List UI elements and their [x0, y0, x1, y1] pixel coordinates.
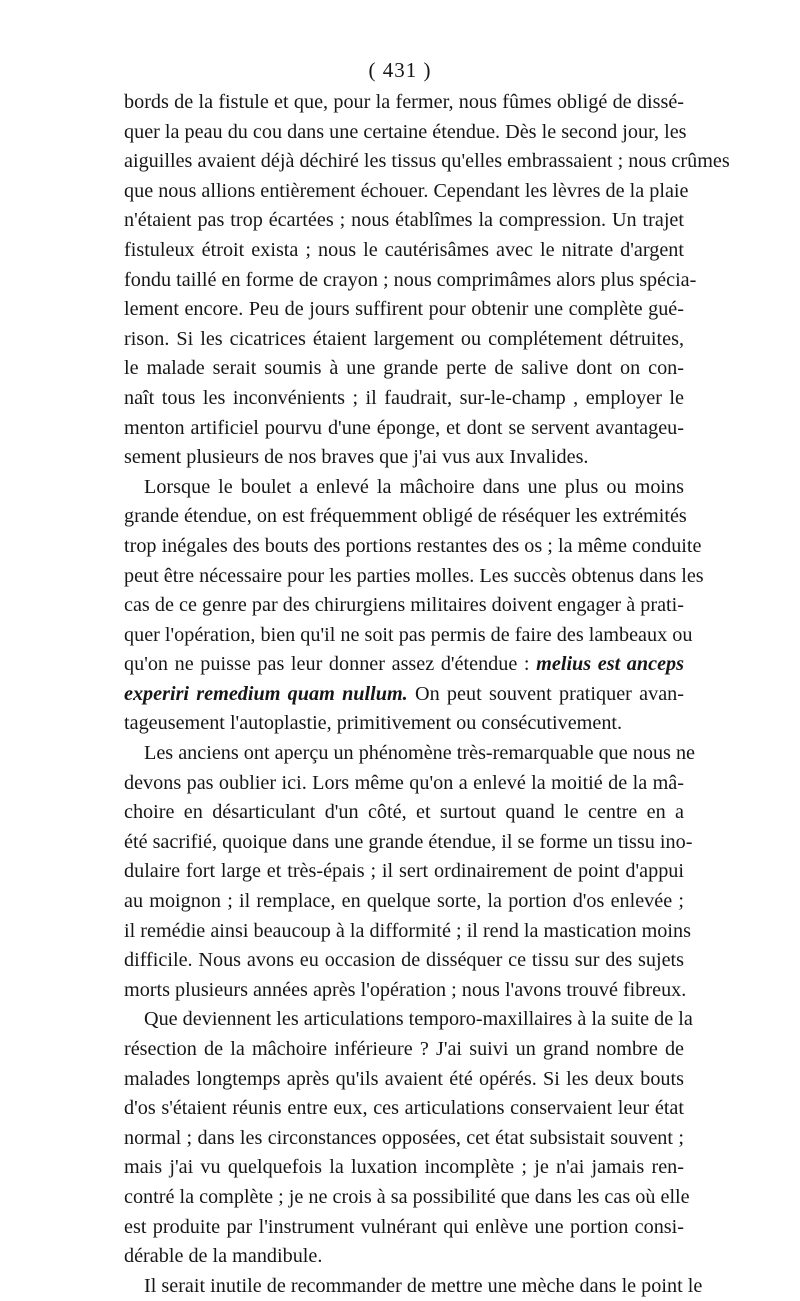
text-line: rison. Si les cicatrices étaient largement ou complétement détruites,	[124, 327, 684, 350]
text-line: quer l'opération, bien qu'il ne soit pas permis de faire des lambeaux ou	[124, 623, 693, 646]
text-line: peut être nécessaire pour les parties molles. Les succès obtenus dans les	[124, 564, 704, 587]
text-line: difficile. Nous avons eu occasion de disséquer ce tissu sur des sujets	[124, 949, 684, 972]
text-line: trop inégales des bouts des portions restantes des os ; la même conduite	[124, 534, 702, 557]
text-line: cas de ce genre par des chirurgiens militaires doivent engager à prati-	[124, 594, 684, 617]
text-line: devons pas oublier ici. Lors même qu'on a enlevé la moitié de la mâ-	[124, 771, 684, 794]
text-line: experiri remedium quam nullum. On peut souvent pratiquer avan-	[124, 682, 684, 705]
text-line: tageusement l'autoplastie, primitivement ou consécutivement.	[124, 712, 623, 735]
text-line: naît tous les inconvénients ; il faudrait, sur-le-champ , employer le	[124, 386, 684, 409]
text-line: que nous allions entièrement échouer. Cependant les lèvres de la plaie	[124, 179, 689, 202]
text-line: sement plusieurs de nos braves que j'ai vus aux Invalides.	[124, 446, 589, 469]
latin-quote: melius est anceps	[536, 653, 684, 676]
text-line: malades longtemps après qu'ils avaient été opérés. Si les deux bouts	[124, 1067, 684, 1090]
paragraph-start: Lorsque le boulet a enlevé la mâchoire dans une plus ou moins	[144, 475, 684, 498]
paragraph-start: Que deviennent les articulations temporo-maxillaires à la suite de la	[144, 1008, 693, 1031]
text-line: lement encore. Peu de jours suffirent pour obtenir une complète gué-	[124, 298, 684, 321]
text-line: mais j'ai vu quelquefois la luxation incomplète ; je n'ai jamais ren-	[124, 1156, 684, 1179]
text-line: choire en désarticulant d'un côté, et surtout quand le centre en a	[124, 801, 684, 824]
page-number: ( 431 )	[368, 58, 432, 82]
body-text	[124, 88, 730, 1301]
text-line: été sacrifié, quoique dans une grande étendue, il se forme un tissu ino-	[124, 830, 693, 853]
text-line: normal ; dans les circonstances opposées, cet état subsistait souvent ;	[124, 1126, 684, 1149]
text-line: aiguilles avaient déjà déchiré les tissus qu'elles embrassaient ; nous crûmes	[124, 150, 730, 173]
text-line: quer la peau du cou dans une certaine étendue. Dès le second jour, les	[124, 120, 687, 143]
text-line: menton artificiel pourvu d'une éponge, et dont se servent avantageu-	[124, 416, 684, 439]
text-line: qu'on ne puisse pas leur donner assez d'étendue : melius est anceps	[124, 653, 684, 676]
text-line: le malade serait soumis à une grande perte de salive dont on con-	[124, 357, 684, 380]
text-line: bords de la fistule et que, pour la fermer, nous fûmes obligé de dissé-	[124, 91, 684, 113]
text-line: au moignon ; il remplace, en quelque sorte, la portion d'os enlevée ;	[124, 890, 684, 913]
text-line: contré la complète ; je ne crois à sa possibilité que dans les cas où elle	[124, 1185, 690, 1208]
text-line: grande étendue, on est fréquemment obligé de réséquer les extrémités	[124, 505, 687, 528]
paragraph-start: Les anciens ont aperçu un phénomène très-remarquable que nous ne	[144, 742, 696, 765]
text-line: dulaire fort large et très-épais ; il sert ordinairement de point d'appui	[124, 860, 684, 883]
text-line: fondu taillé en forme de crayon ; nous comprimâmes alors plus spécia-	[124, 268, 697, 291]
text-line: est produite par l'instrument vulnérant qui enlève une portion consi-	[124, 1215, 684, 1238]
text-line: dérable de la mandibule.	[124, 1245, 323, 1268]
text-line: n'étaient pas trop écartées ; nous établîmes la compression. Un trajet	[124, 209, 684, 232]
text-line: morts plusieurs années après l'opération ; nous l'avons trouvé fibreux.	[124, 978, 687, 1001]
text-line: d'os s'étaient réunis entre eux, ces articulations conservaient leur état	[124, 1097, 684, 1120]
latin-quote: experiri remedium quam nullum.	[124, 682, 408, 705]
paragraph-start: Il serait inutile de recommander de mettre une mèche dans le point le	[144, 1274, 703, 1297]
text-line: il remédie ainsi beaucoup à la difformité ; il rend la mastication moins	[124, 919, 691, 942]
text-line: fistuleux étroit exista ; nous le cautérisâmes avec le nitrate d'argent	[124, 238, 684, 261]
text-line: résection de la mâchoire inférieure ? J'ai suivi un grand nombre de	[124, 1038, 684, 1060]
